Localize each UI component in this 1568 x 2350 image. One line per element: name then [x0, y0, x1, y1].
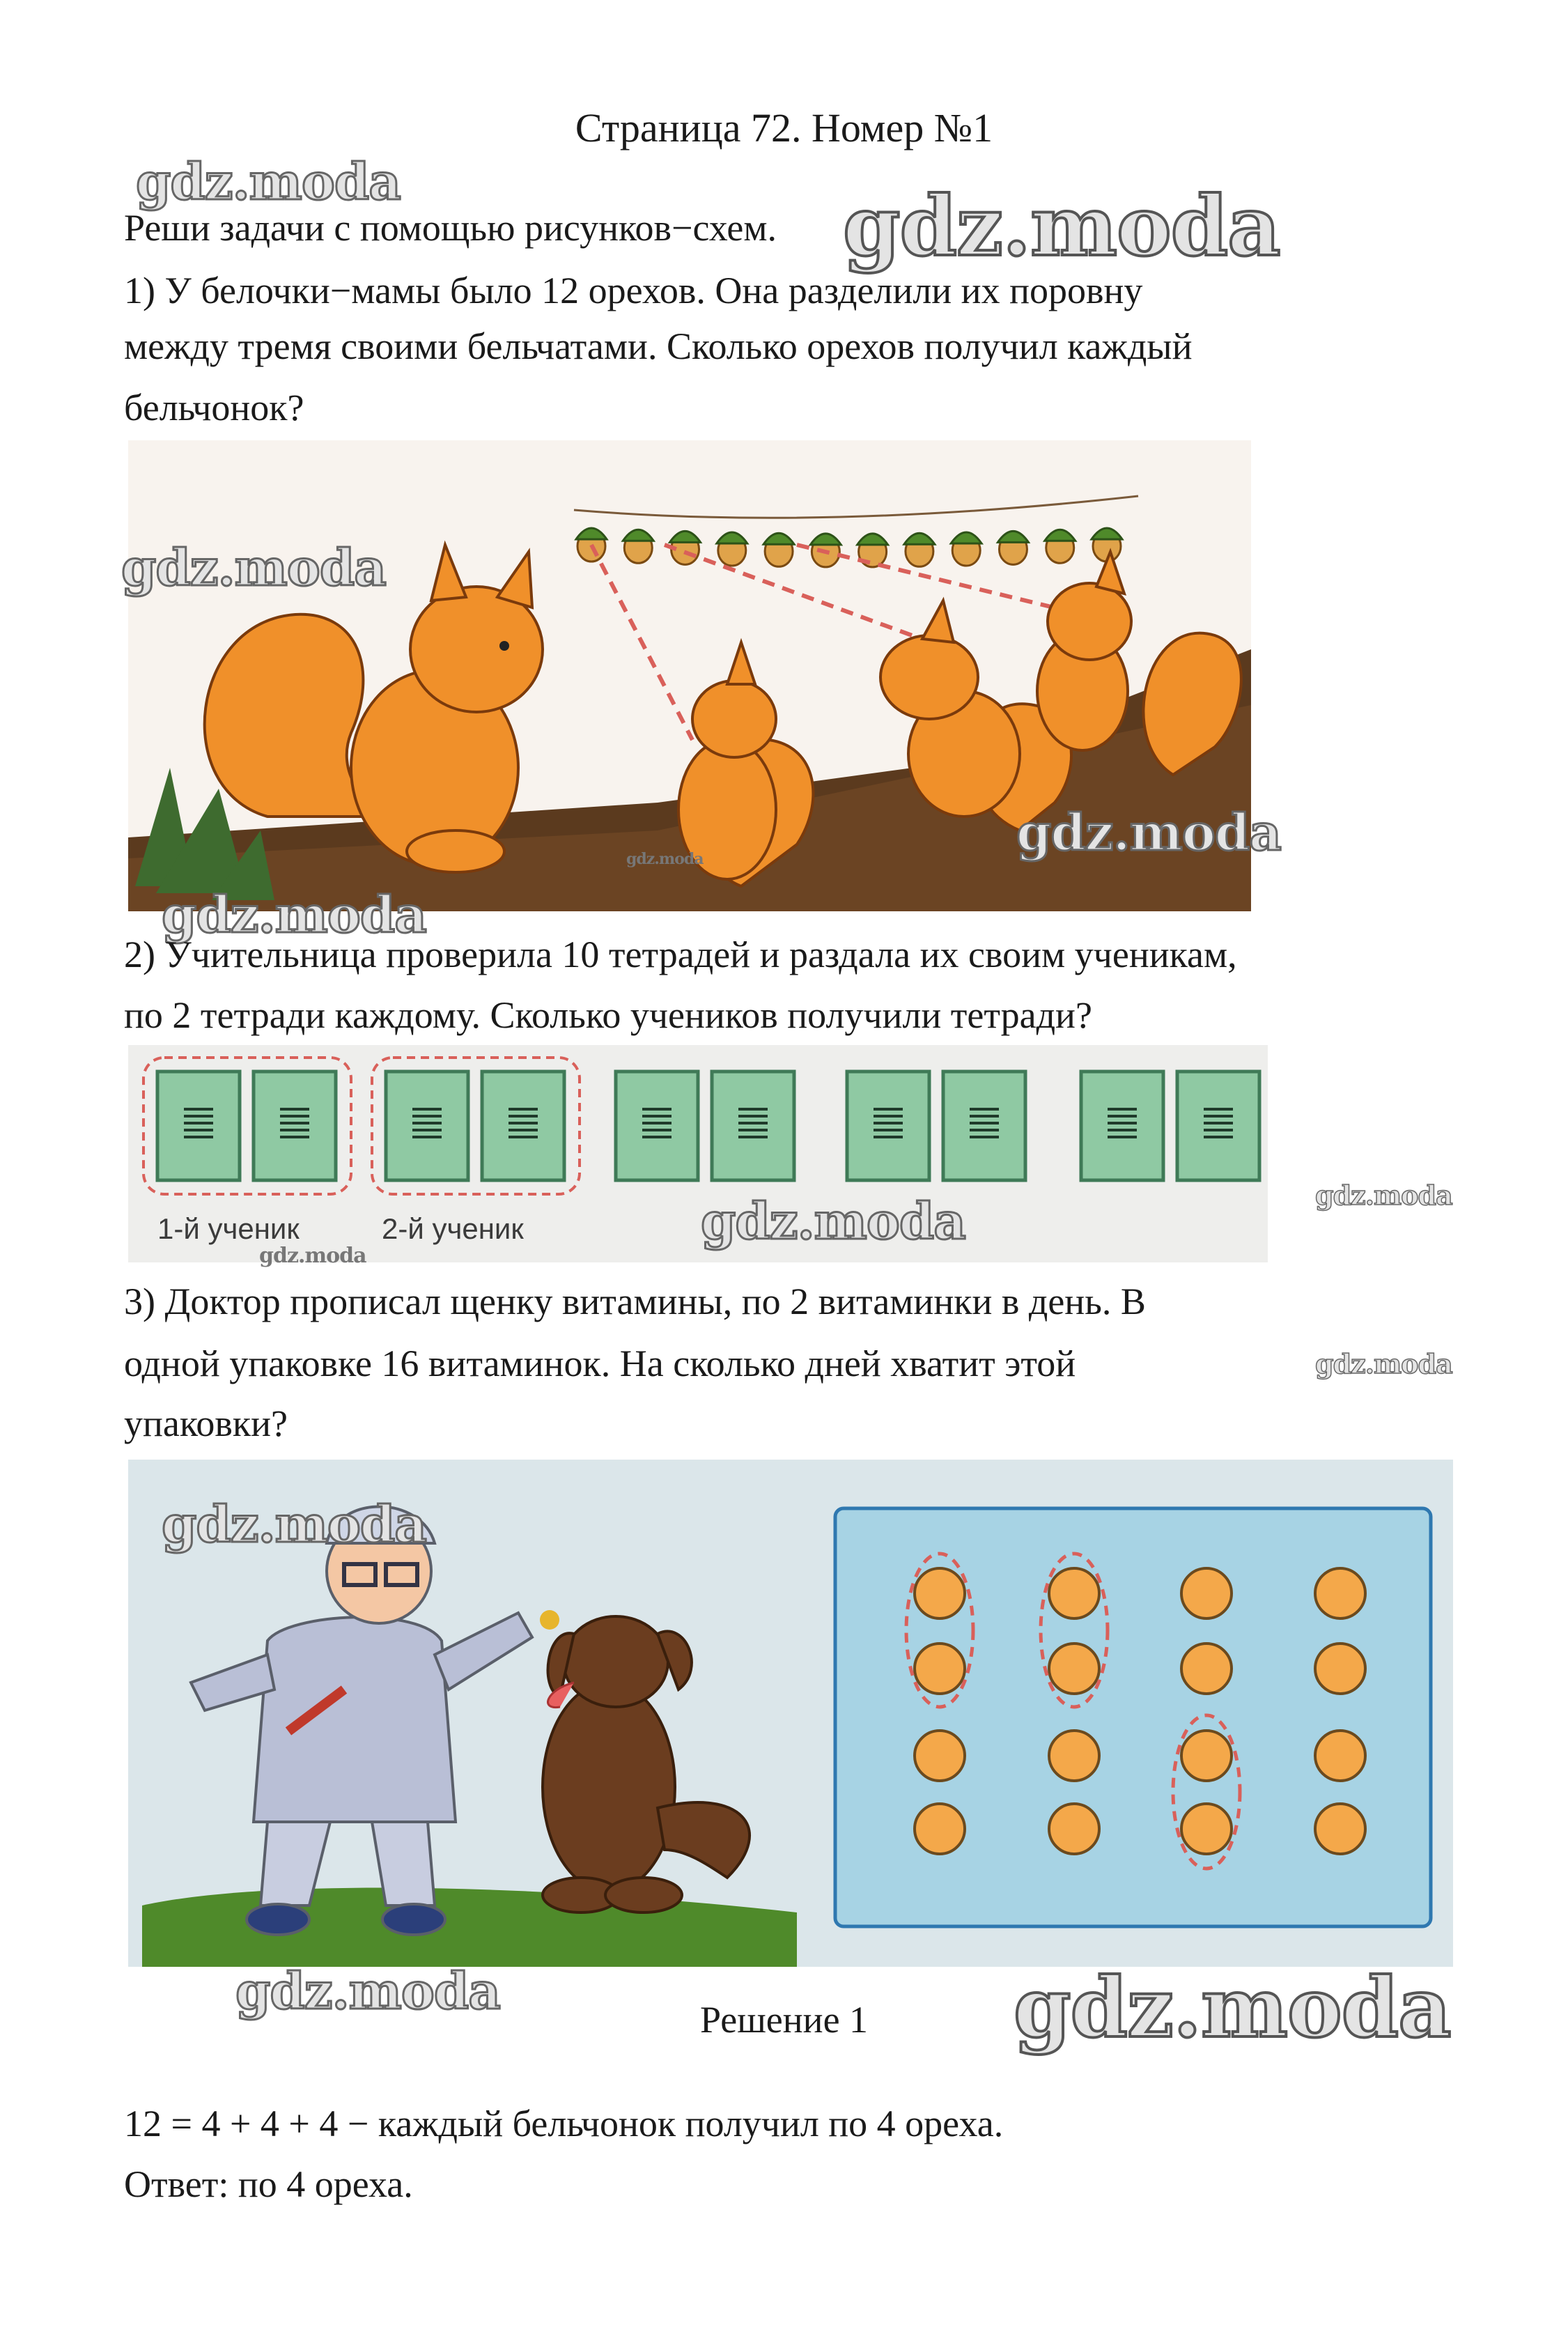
- student-2-label: 2-й ученик: [382, 1212, 524, 1245]
- notebooks-illustration: [128, 1045, 1268, 1268]
- vitamin-icon: [1049, 1731, 1099, 1781]
- acorn-icon: [998, 531, 1028, 564]
- squirrels-illustration: [121, 440, 1281, 911]
- watermark: gdz.moda: [1016, 803, 1281, 862]
- student-1-label: 1-й ученик: [157, 1212, 300, 1245]
- problem-2-line-2: по 2 тетради каждому. Сколько учеников получили тетради?: [124, 994, 1092, 1036]
- watermark: gdz.moda: [162, 885, 426, 944]
- acorn-icon: [951, 532, 981, 566]
- watermark: gdz.moda: [1315, 1348, 1452, 1379]
- problem-3-line-2: одной упаковке 16 витаминок. На сколько дней хватит этой: [124, 1343, 1076, 1384]
- notebook-icon: [943, 1072, 1025, 1180]
- vitamin-icon: [915, 1731, 965, 1781]
- vitamin-icon: [915, 1804, 965, 1854]
- watermark: gdz.moda: [1014, 1959, 1451, 2056]
- vitamin-icon: [1315, 1804, 1365, 1854]
- vitamin-icon: [1049, 1568, 1099, 1618]
- vitamin-icon: [1049, 1644, 1099, 1694]
- page-title: Страница 72. Номер №1: [575, 105, 993, 150]
- notebook-icon: [847, 1072, 929, 1180]
- vitamin-icon: [1181, 1644, 1232, 1694]
- acorn-icon: [1045, 529, 1076, 563]
- solution-line-1: 12 = 4 + 4 + 4 − каждый бельчонок получил по 4 ореха.: [124, 2103, 1004, 2144]
- problem-3-line-3: упаковки?: [124, 1402, 288, 1444]
- watermark: gdz.moda: [235, 1961, 500, 2020]
- vitamin-icon: [1181, 1568, 1232, 1618]
- vitamin-icon: [1181, 1731, 1232, 1781]
- vitamin-icon: [915, 1644, 965, 1694]
- watermark: gdz.moda: [843, 178, 1280, 275]
- notebook-icon: [386, 1072, 468, 1180]
- acorn-icon: [904, 533, 935, 566]
- notebook-icon: [254, 1072, 336, 1180]
- problem-1-line-1: 1) У белочки−мамы было 12 орехов. Она разделили их поровну: [124, 270, 1143, 311]
- acorn-icon: [1092, 528, 1122, 562]
- notebook-icon: [1081, 1072, 1163, 1180]
- answer-line: Ответ: по 4 ореха.: [124, 2163, 413, 2205]
- vitamin-icon: [1181, 1804, 1232, 1854]
- notebook-icon: [616, 1072, 698, 1180]
- notebook-icon: [1177, 1072, 1259, 1180]
- watermark: gdz.moda: [259, 1244, 366, 1268]
- watermark: gdz.moda: [136, 152, 401, 211]
- vitamin-icon: [1315, 1568, 1365, 1618]
- acorn-icon: [717, 532, 747, 566]
- notebook-icon: [482, 1072, 564, 1180]
- notebook-icon: [712, 1072, 794, 1180]
- watermark: gdz.moda: [1315, 1180, 1452, 1211]
- problem-1-line-2: между тремя своими бельчатами. Сколько орехов получил каждый: [124, 325, 1193, 367]
- problem-2-line-1: 2) Учительница проверила 10 тетрадей и раздала их своим ученикам,: [124, 934, 1237, 975]
- acorn-icon: [763, 533, 794, 566]
- vitamin-icon: [1315, 1731, 1365, 1781]
- notebook-icon: [157, 1072, 240, 1180]
- vitamin-icon: [915, 1568, 965, 1618]
- watermark: gdz.moda: [162, 1494, 426, 1554]
- watermark: gdz.moda: [121, 538, 386, 597]
- doctor-vitamins-illustration: [128, 1460, 1453, 1967]
- watermark: gdz.moda: [701, 1191, 965, 1251]
- vitamin-icon: [1315, 1644, 1365, 1694]
- vitamin-icon: [1049, 1804, 1099, 1854]
- intro-text: Реши задачи с помощью рисунков−схем.: [124, 207, 777, 249]
- watermark: gdz.moda: [626, 850, 704, 868]
- acorn-icon: [623, 529, 653, 563]
- problem-3-line-1: 3) Доктор прописал щенку витамины, по 2 витаминки в день. В: [124, 1281, 1146, 1322]
- problem-1-line-3: бельчонок?: [124, 387, 304, 428]
- solution-title: Решение 1: [699, 1999, 869, 2041]
